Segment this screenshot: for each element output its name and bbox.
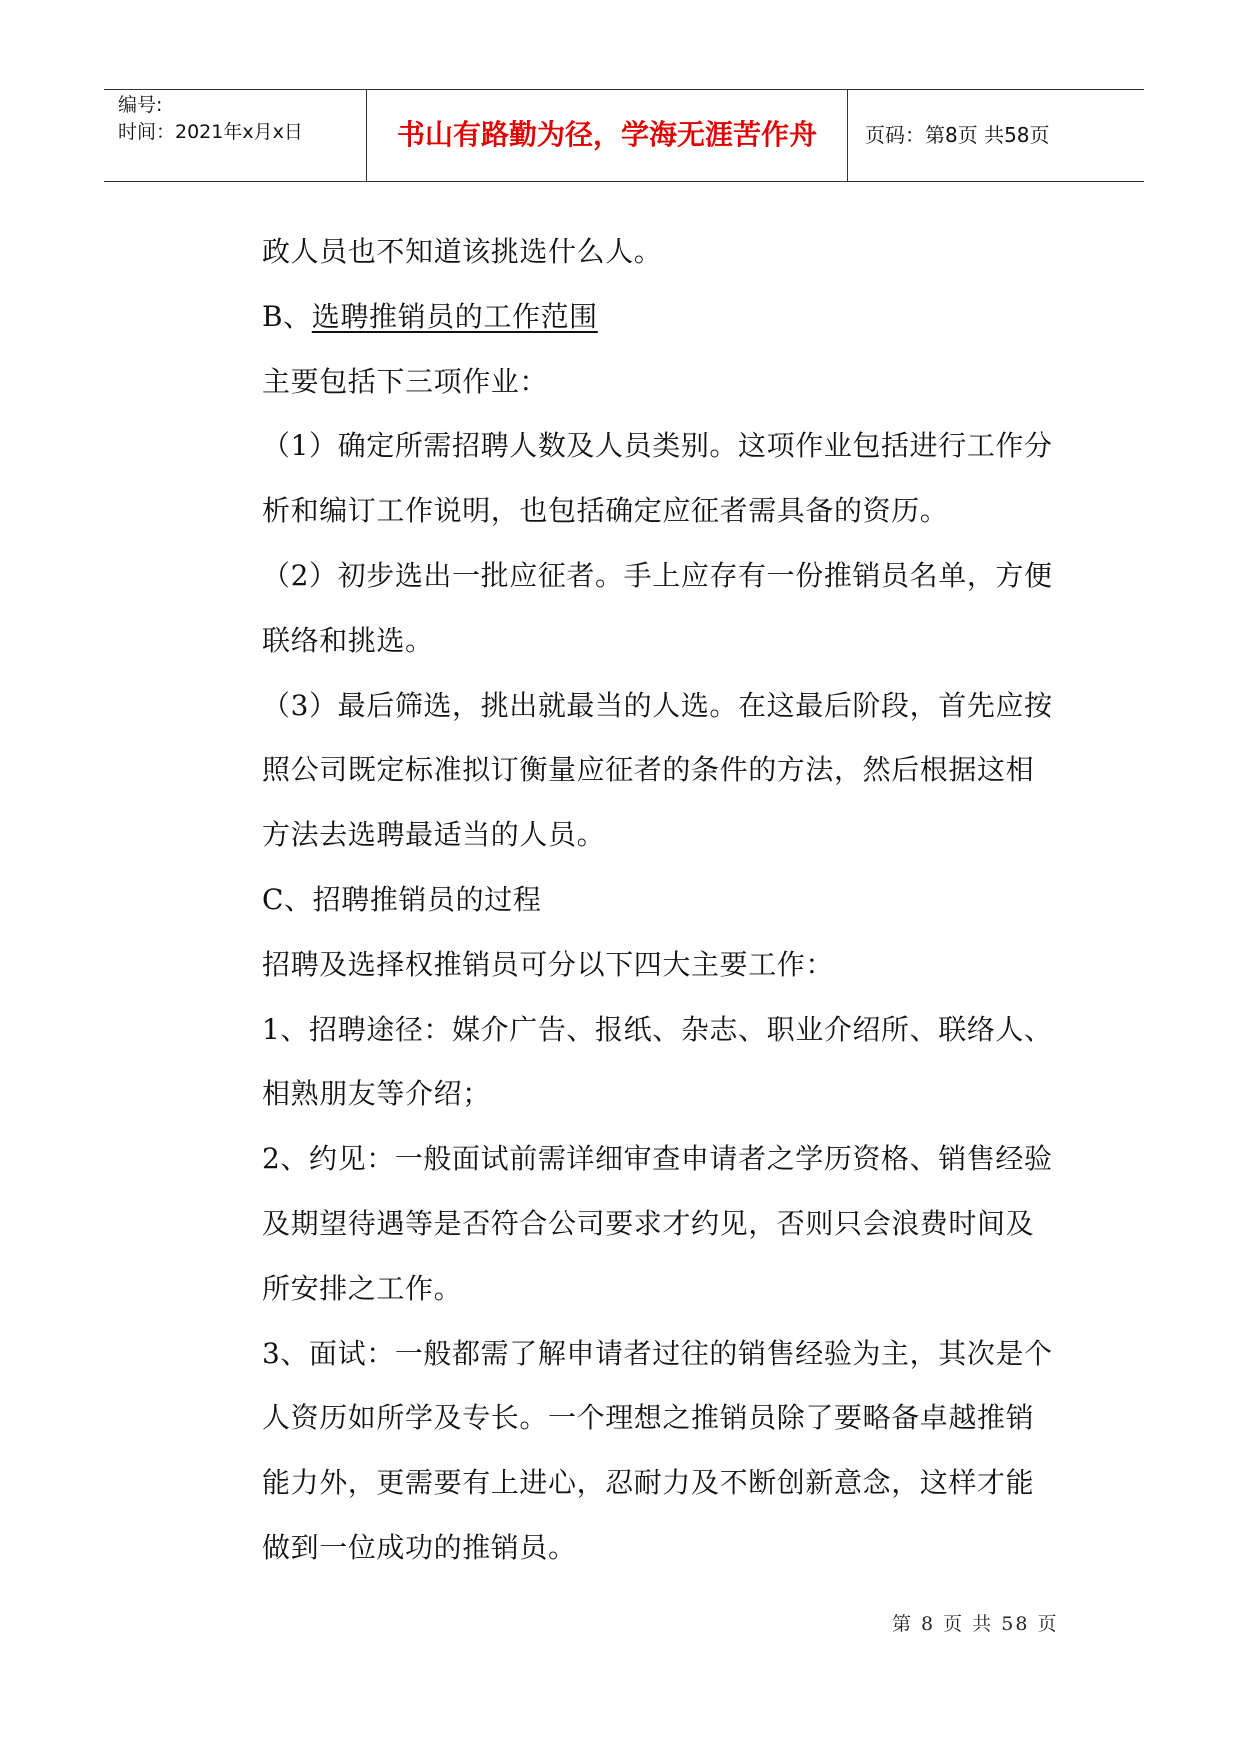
document-body (262, 220, 1082, 1581)
body-line: （3）最后筛选，挑出就最当的人选。在这最后阶段，首先应按 (262, 688, 1053, 722)
body-line: 人资历如所学及专长。一个理想之推销员除了要略备卓越推销 (262, 1401, 1035, 1435)
body-line: 做到一位成功的推销员。 (262, 1530, 577, 1564)
body-line: 所安排之工作。 (262, 1271, 463, 1305)
body-line: 及期望待遇等是否符合公司要求才约见，否则只会浪费时间及 (262, 1206, 1035, 1240)
body-line: 方法去选聘最适当的人员。 (262, 818, 606, 852)
header-motto-cell (367, 90, 848, 181)
section-heading-c: C、招聘推销员的过程 (262, 882, 542, 916)
document-number-label: 编号: (118, 94, 163, 116)
body-line: （2）初步选出一批应征者。手上应存有一份推销员名单，方便 (262, 558, 1053, 592)
section-b-title: 选聘推销员的工作范围 (311, 299, 598, 333)
section-heading-b (262, 285, 1082, 350)
body-line: 联络和挑选。 (262, 623, 434, 657)
document-time-label: 时间：2021年x月x日 (118, 121, 303, 143)
page-header (104, 89, 1144, 182)
body-line: 3、面试：一般都需了解申请者过往的销售经验为主，其次是个 (262, 1336, 1053, 1370)
body-line: 1、招聘途径：媒介广告、报纸、杂志、职业介绍所、联络人、 (262, 1012, 1053, 1046)
body-line: 析和编订工作说明，也包括确定应征者需具备的资历。 (262, 494, 949, 528)
body-line: 相熟朋友等介绍； (262, 1077, 491, 1111)
body-line: 照公司既定标准拟订衡量应征者的条件的方法，然后根据这相 (262, 753, 1035, 787)
body-line: 政人员也不知道该挑选什么人。 (262, 235, 663, 268)
header-page-code: 页码：第8页 共58页 (865, 123, 1050, 147)
body-line: 招聘及选择权推销员可分以下四大主要工作： (262, 947, 835, 981)
body-line: （1）确定所需招聘人数及人员类别。这项作业包括进行工作分 (262, 429, 1053, 463)
body-line: 主要包括下三项作业： (262, 364, 549, 398)
body-line: 2、约见：一般面试前需详细审查申请者之学历资格、销售经验 (262, 1142, 1053, 1176)
page-footer: 第 8 页 共 58 页 (892, 1613, 1059, 1635)
section-b-marker: B、 (262, 299, 312, 333)
header-info-cell (104, 90, 367, 181)
header-page-cell (849, 90, 1144, 181)
header-motto: 书山有路勤为径，学海无涯苦作舟 (396, 118, 817, 151)
body-line: 能力外，更需要有上进心，忍耐力及不断创新意念，这样才能 (262, 1466, 1035, 1500)
